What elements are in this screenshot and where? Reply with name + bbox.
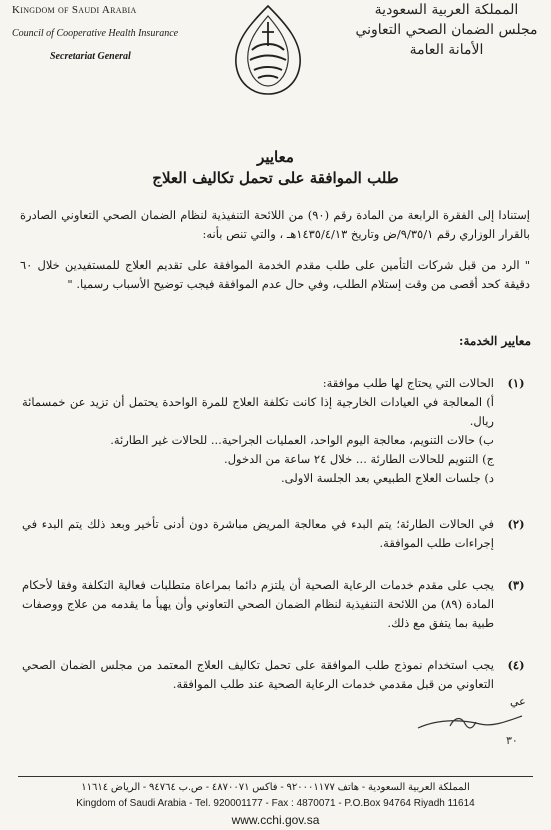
list-item xyxy=(22,576,530,633)
item-number: (٢) xyxy=(507,517,525,531)
handwritten-signature xyxy=(410,708,530,748)
footer-english-contact: Kingdom of Saudi Arabia - Tel. 920001177 - Fax : 4870071 - P.O.Box 94764 Riyadh 11614 xyxy=(76,798,475,809)
margin-handwritten-mark: عي xyxy=(510,695,526,708)
header-ar-country: المملكة العربية السعودية xyxy=(374,2,519,18)
sub-item-c: ج) التنويم للحالات الطارئة ... خلال ٢٤ ساعة من الدخول. xyxy=(224,452,494,466)
header-ar-secretariat: الأمانة العامة xyxy=(409,42,484,58)
item-text: في الحالات الطارئة؛ يتم البدء في معالجة المريض مباشرة دون أدنى تأخير وبعد ذلك يتم البدء في إجراءات طلب الموافقة. xyxy=(22,517,494,550)
list-item xyxy=(22,515,530,553)
header-arabic xyxy=(354,2,539,58)
section-heading: معايير الخدمة: xyxy=(459,334,531,348)
header-english xyxy=(12,4,202,62)
document-title-line2: طلب الموافقة على تحمل تكاليف العلاج xyxy=(152,169,399,187)
footer-divider xyxy=(18,776,533,777)
document-title-line1: معايير xyxy=(257,148,294,166)
list-item xyxy=(22,656,530,694)
item-lead: الحالات التي يحتاج لها طلب موافقة: xyxy=(322,376,494,390)
quoted-regulation: " الرد من قبل شركات التأمين على طلب مقدم الخدمة الموافقة على تقديم العلاج للمستفيدين خلال ٦٠ دقيقة كحد أقصى من وقت إستلام الطلب، وفي حال عدم الموافقة فيجب توضيح الأسباب رسميا. " xyxy=(20,258,530,291)
sub-item-d: د) جلسات العلاج الطبيعي بعد الجلسة الاولى. xyxy=(281,471,494,485)
header-ar-council: مجلس الضمان الصحي التعاوني xyxy=(355,22,538,38)
signature-number: ٣٠ xyxy=(506,734,518,747)
header-en-country: Kingdom of Saudi Arabia xyxy=(12,4,137,16)
sub-item-b: ب) حالات التنويم، معالجة اليوم الواحد، العمليات الجراحية... للحالات غير الطارئة. xyxy=(110,433,494,447)
item-number: (٤) xyxy=(507,658,525,672)
item-text: يجب استخدام نموذج طلب الموافقة على تحمل تكاليف العلاج المعتمد من مجلس الضمان الصحي التعاوني من قبل مقدمي خدمات الرعاية الصحية عند طلب الموافقة. xyxy=(22,658,494,691)
footer-arabic-contact: المملكة العربية السعودية - هاتف ٩٢٠٠٠١١٧٧ - فاكس ٤٨٧٠٠٧١ - ص.ب ٩٤٧٦٤ - الرياض ١١٦١٤ xyxy=(81,782,470,793)
council-calligraphy-logo xyxy=(228,2,308,97)
header-en-secretariat: Secretariat General xyxy=(50,51,131,62)
list-item xyxy=(22,374,530,488)
header-en-council: Council of Cooperative Health Insurance xyxy=(12,28,179,39)
item-text: يجب على مقدم خدمات الرعاية الصحية أن يلتزم دائما بمراعاة متطلبات فعالية التكلفة وفقا لأحكام المادة (٨٩) من اللائحة التنفيذية لنظام الضمان الصحي التعاوني وأن يهيأ ما يقدمه من علاج ووصفات طبية بما يتفق مع ذلك. xyxy=(22,578,495,630)
item-number: (١) xyxy=(507,376,525,390)
sub-item-a: أ) المعالجة في العيادات الخارجية إذا كانت تكلفة العلاج للمرة الواحدة يحتمل أن تزيد عن خمسمائة ريال. xyxy=(22,395,494,428)
intro-paragraph: إستنادا إلى الفقرة الرابعة من المادة رقم (٩٠) من اللائحة التنفيذية لنظام الضمان الصحي التعاوني الصادرة بالقرار الوزاري رقم ٩/٣٥/١/ض وتاريخ ١٤٣٥/٤/١٣هـ ، والتي تنص بأنه: xyxy=(20,208,530,241)
footer-website-link[interactable]: www.cchi.gov.sa xyxy=(231,813,320,827)
item-number: (٣) xyxy=(507,578,525,592)
